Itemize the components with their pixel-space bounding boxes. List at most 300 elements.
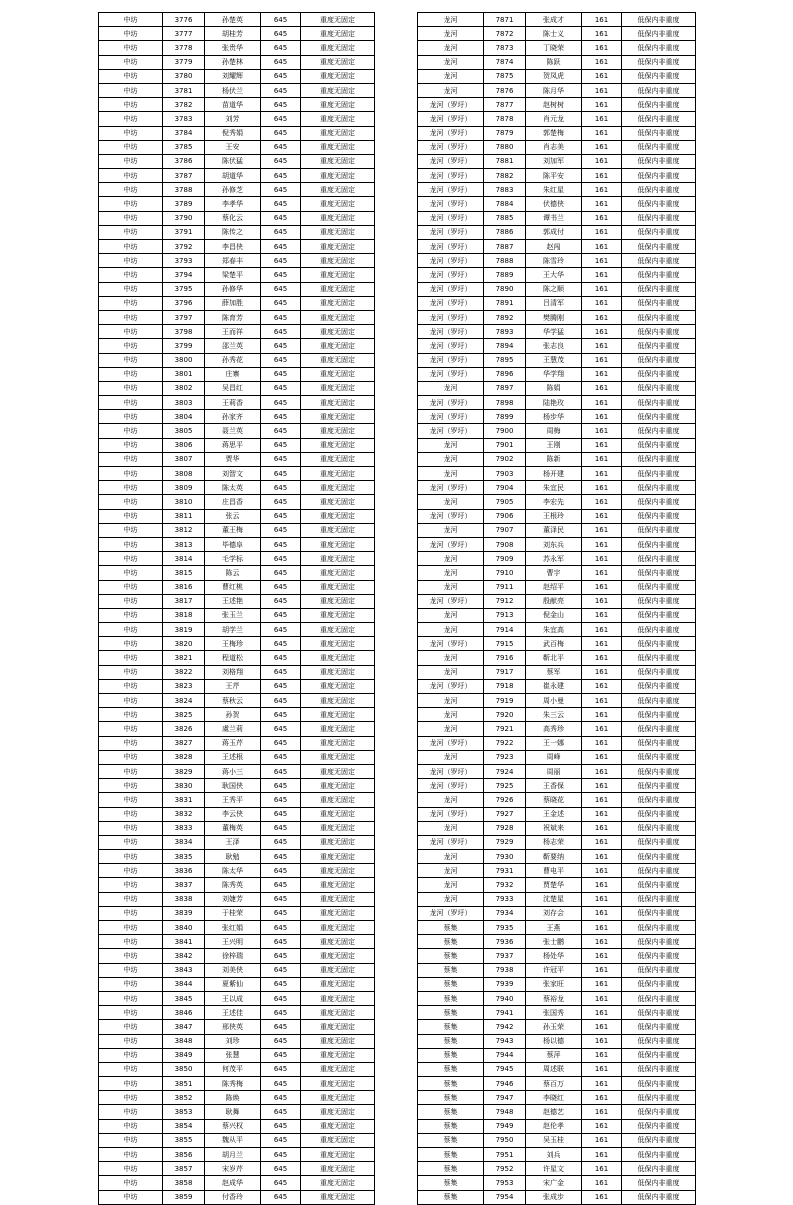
region-cell: 龙河 (418, 708, 484, 722)
amount-cell: 161 (582, 708, 622, 722)
name-cell: 沈楚星 (526, 892, 582, 906)
name-cell: 郑春丰 (205, 254, 261, 268)
category-cell: 低保内非重度 (622, 83, 696, 97)
region-cell: 中坊 (99, 13, 163, 27)
name-cell: 陆艳玫 (526, 396, 582, 410)
amount-cell: 161 (582, 694, 622, 708)
name-cell: 徐梓瑞 (205, 949, 261, 963)
table-row (99, 1148, 375, 1162)
name-cell: 贺凤虎 (526, 69, 582, 83)
table-row (99, 623, 375, 637)
amount-cell: 645 (261, 850, 301, 864)
region-cell: 中坊 (99, 55, 163, 69)
table-row (99, 183, 375, 197)
table-row (99, 467, 375, 481)
name-cell: 李云侠 (205, 807, 261, 821)
amount-cell: 645 (261, 963, 301, 977)
name-cell: 周峰 (526, 750, 582, 764)
amount-cell: 645 (261, 764, 301, 778)
category-cell: 低保内非重度 (622, 1034, 696, 1048)
region-cell: 龙河（罗圩） (418, 126, 484, 140)
amount-cell: 645 (261, 864, 301, 878)
table-row (418, 637, 696, 651)
table-row (99, 949, 375, 963)
table-row (99, 679, 375, 693)
region-cell: 中坊 (99, 1133, 163, 1147)
id-cell: 7874 (484, 55, 526, 69)
region-cell: 中坊 (99, 637, 163, 651)
id-cell: 3822 (163, 665, 205, 679)
table-row (99, 225, 375, 239)
amount-cell: 645 (261, 736, 301, 750)
name-cell: 刘美侠 (205, 963, 261, 977)
table-row (418, 835, 696, 849)
amount-cell: 161 (582, 69, 622, 83)
id-cell: 3815 (163, 566, 205, 580)
amount-cell: 161 (582, 949, 622, 963)
name-cell: 王芹 (205, 679, 261, 693)
table-row (418, 13, 696, 27)
table-row (418, 949, 696, 963)
id-cell: 3781 (163, 83, 205, 97)
category-cell: 重度无固定 (301, 651, 375, 665)
amount-cell: 645 (261, 254, 301, 268)
table-row (418, 722, 696, 736)
id-cell: 3848 (163, 1034, 205, 1048)
name-cell: 梁楚平 (205, 268, 261, 282)
category-cell: 低保内非重度 (622, 268, 696, 282)
table-row (418, 623, 696, 637)
category-cell: 重度无固定 (301, 452, 375, 466)
id-cell: 7952 (484, 1162, 526, 1176)
category-cell: 低保内非重度 (622, 566, 696, 580)
amount-cell: 645 (261, 566, 301, 580)
category-cell: 重度无固定 (301, 1062, 375, 1076)
region-cell: 中坊 (99, 367, 163, 381)
amount-cell: 645 (261, 935, 301, 949)
table-row (99, 864, 375, 878)
id-cell: 7905 (484, 495, 526, 509)
table-row (418, 1119, 696, 1133)
amount-cell: 161 (582, 353, 622, 367)
name-cell: 蔡萍 (526, 1048, 582, 1062)
category-cell: 重度无固定 (301, 1133, 375, 1147)
table-row (99, 495, 375, 509)
table-row (99, 892, 375, 906)
id-cell: 3852 (163, 1091, 205, 1105)
category-cell: 低保内非重度 (622, 1020, 696, 1034)
region-cell: 中坊 (99, 98, 163, 112)
amount-cell: 161 (582, 381, 622, 395)
amount-cell: 161 (582, 637, 622, 651)
region-cell: 龙河 (418, 523, 484, 537)
amount-cell: 645 (261, 807, 301, 821)
amount-cell: 645 (261, 1062, 301, 1076)
amount-cell: 161 (582, 566, 622, 580)
table-row (99, 537, 375, 551)
name-cell: 王泽 (205, 835, 261, 849)
name-cell: 朱宜民 (526, 481, 582, 495)
id-cell: 3817 (163, 594, 205, 608)
region-cell: 中坊 (99, 1020, 163, 1034)
category-cell: 低保内非重度 (622, 694, 696, 708)
region-cell: 中坊 (99, 764, 163, 778)
amount-cell: 161 (582, 183, 622, 197)
region-cell: 中坊 (99, 878, 163, 892)
id-cell: 3814 (163, 552, 205, 566)
id-cell: 7907 (484, 523, 526, 537)
amount-cell: 645 (261, 708, 301, 722)
region-cell: 蔡集 (418, 963, 484, 977)
category-cell: 重度无固定 (301, 325, 375, 339)
category-cell: 低保内非重度 (622, 481, 696, 495)
name-cell: 耿勉 (205, 850, 261, 864)
amount-cell: 645 (261, 750, 301, 764)
name-cell: 虞兰莉 (205, 722, 261, 736)
table-row (418, 608, 696, 622)
table-row (99, 367, 375, 381)
name-cell: 程道松 (205, 651, 261, 665)
amount-cell: 161 (582, 211, 622, 225)
category-cell: 低保内非重度 (622, 27, 696, 41)
region-cell: 蔡集 (418, 921, 484, 935)
category-cell: 低保内非重度 (622, 537, 696, 551)
name-cell: 刘珍 (205, 1034, 261, 1048)
region-cell: 中坊 (99, 169, 163, 183)
id-cell: 7885 (484, 211, 526, 225)
amount-cell: 645 (261, 921, 301, 935)
name-cell: 陈雪玲 (526, 254, 582, 268)
table-row (418, 424, 696, 438)
category-cell: 重度无固定 (301, 963, 375, 977)
category-cell: 低保内非重度 (622, 1119, 696, 1133)
table-row (99, 240, 375, 254)
region-cell: 中坊 (99, 1190, 163, 1204)
region-cell: 龙河 (418, 821, 484, 835)
table-row (418, 197, 696, 211)
region-cell: 蔡集 (418, 1048, 484, 1062)
name-cell: 刘婕芳 (205, 892, 261, 906)
name-cell: 张云 (205, 509, 261, 523)
category-cell: 低保内非重度 (622, 608, 696, 622)
category-cell: 低保内非重度 (622, 424, 696, 438)
amount-cell: 161 (582, 921, 622, 935)
id-cell: 3808 (163, 467, 205, 481)
name-cell: 何茂平 (205, 1062, 261, 1076)
category-cell: 低保内非重度 (622, 154, 696, 168)
category-cell: 重度无固定 (301, 197, 375, 211)
region-cell: 中坊 (99, 935, 163, 949)
table-row (418, 935, 696, 949)
amount-cell: 645 (261, 1020, 301, 1034)
table-row (99, 69, 375, 83)
name-cell: 丁晓荣 (526, 41, 582, 55)
name-cell: 张玉兰 (205, 608, 261, 622)
region-cell: 龙河 (418, 694, 484, 708)
region-cell: 中坊 (99, 27, 163, 41)
table-row (418, 594, 696, 608)
id-cell: 7892 (484, 310, 526, 324)
id-cell: 3836 (163, 864, 205, 878)
amount-cell: 645 (261, 1006, 301, 1020)
id-cell: 7909 (484, 552, 526, 566)
table-row (418, 452, 696, 466)
amount-cell: 161 (582, 736, 622, 750)
region-cell: 中坊 (99, 410, 163, 424)
category-cell: 重度无固定 (301, 183, 375, 197)
region-cell: 中坊 (99, 225, 163, 239)
table-row (418, 750, 696, 764)
category-cell: 重度无固定 (301, 977, 375, 991)
id-cell: 7919 (484, 694, 526, 708)
id-cell: 3813 (163, 537, 205, 551)
name-cell: 刘加军 (526, 154, 582, 168)
region-cell: 龙河 (418, 566, 484, 580)
id-cell: 3797 (163, 310, 205, 324)
id-cell: 7886 (484, 225, 526, 239)
name-cell: 魏从平 (205, 1133, 261, 1147)
category-cell: 重度无固定 (301, 27, 375, 41)
id-cell: 3804 (163, 410, 205, 424)
id-cell: 3846 (163, 1006, 205, 1020)
category-cell: 低保内非重度 (622, 850, 696, 864)
table-row (99, 1119, 375, 1133)
name-cell: 樊腾刚 (526, 310, 582, 324)
amount-cell: 161 (582, 481, 622, 495)
region-cell: 龙河 (418, 665, 484, 679)
amount-cell: 645 (261, 1190, 301, 1204)
category-cell: 低保内非重度 (622, 1048, 696, 1062)
name-cell: 武百梅 (526, 637, 582, 651)
name-cell: 曹红桃 (205, 580, 261, 594)
table-row (418, 1006, 696, 1020)
region-cell: 中坊 (99, 112, 163, 126)
id-cell: 7920 (484, 708, 526, 722)
region-cell: 中坊 (99, 452, 163, 466)
name-cell: 陈焕 (205, 1091, 261, 1105)
name-cell: 崔永建 (526, 679, 582, 693)
name-cell: 张成步 (526, 1190, 582, 1204)
category-cell: 重度无固定 (301, 1162, 375, 1176)
amount-cell: 161 (582, 282, 622, 296)
id-cell: 7930 (484, 850, 526, 864)
region-cell: 龙河 (418, 27, 484, 41)
amount-cell: 161 (582, 55, 622, 69)
table-row (99, 736, 375, 750)
id-cell: 3810 (163, 495, 205, 509)
region-cell: 中坊 (99, 381, 163, 395)
id-cell: 3853 (163, 1105, 205, 1119)
category-cell: 低保内非重度 (622, 310, 696, 324)
name-cell: 董泽民 (526, 523, 582, 537)
category-cell: 重度无固定 (301, 921, 375, 935)
name-cell: 华学猛 (526, 325, 582, 339)
category-cell: 重度无固定 (301, 367, 375, 381)
amount-cell: 161 (582, 623, 622, 637)
category-cell: 重度无固定 (301, 424, 375, 438)
name-cell: 陈太华 (205, 864, 261, 878)
region-cell: 蔡集 (418, 991, 484, 1005)
name-cell: 高秀珍 (526, 722, 582, 736)
region-cell: 中坊 (99, 552, 163, 566)
category-cell: 低保内非重度 (622, 325, 696, 339)
id-cell: 7932 (484, 878, 526, 892)
category-cell: 低保内非重度 (622, 438, 696, 452)
name-cell: 张红娟 (205, 921, 261, 935)
name-cell: 张士鹏 (526, 935, 582, 949)
amount-cell: 161 (582, 665, 622, 679)
id-cell: 3801 (163, 367, 205, 381)
id-cell: 7935 (484, 921, 526, 935)
amount-cell: 161 (582, 140, 622, 154)
id-cell: 7890 (484, 282, 526, 296)
amount-cell: 645 (261, 1133, 301, 1147)
table-row (418, 112, 696, 126)
category-cell: 重度无固定 (301, 154, 375, 168)
region-cell: 中坊 (99, 240, 163, 254)
table-row (99, 665, 375, 679)
id-cell: 3856 (163, 1148, 205, 1162)
amount-cell: 645 (261, 467, 301, 481)
id-cell: 3777 (163, 27, 205, 41)
id-cell: 3803 (163, 396, 205, 410)
id-cell: 7914 (484, 623, 526, 637)
table-row (99, 169, 375, 183)
table-row (99, 353, 375, 367)
name-cell: 蔡军 (526, 665, 582, 679)
id-cell: 7946 (484, 1077, 526, 1091)
name-cell: 华学翔 (526, 367, 582, 381)
category-cell: 重度无固定 (301, 949, 375, 963)
table-row (99, 580, 375, 594)
right-table-body (418, 13, 696, 1205)
name-cell: 周梅 (526, 424, 582, 438)
amount-cell: 161 (582, 438, 622, 452)
id-cell: 7878 (484, 112, 526, 126)
category-cell: 低保内非重度 (622, 381, 696, 395)
amount-cell: 161 (582, 764, 622, 778)
region-cell: 蔡集 (418, 1077, 484, 1091)
name-cell: 赵树树 (526, 98, 582, 112)
category-cell: 重度无固定 (301, 864, 375, 878)
amount-cell: 161 (582, 1062, 622, 1076)
category-cell: 重度无固定 (301, 623, 375, 637)
table-row (418, 991, 696, 1005)
id-cell: 3786 (163, 154, 205, 168)
category-cell: 重度无固定 (301, 1105, 375, 1119)
region-cell: 龙河（罗圩） (418, 410, 484, 424)
name-cell: 王香保 (526, 779, 582, 793)
amount-cell: 161 (582, 1077, 622, 1091)
table-row (418, 282, 696, 296)
name-cell: 蒋思平 (205, 438, 261, 452)
category-cell: 低保内非重度 (622, 779, 696, 793)
table-row (418, 339, 696, 353)
region-cell: 中坊 (99, 254, 163, 268)
region-cell: 龙河（罗圩） (418, 807, 484, 821)
category-cell: 重度无固定 (301, 523, 375, 537)
id-cell: 3782 (163, 98, 205, 112)
name-cell: 宋广金 (526, 1176, 582, 1190)
amount-cell: 645 (261, 310, 301, 324)
table-row (99, 793, 375, 807)
id-cell: 7901 (484, 438, 526, 452)
amount-cell: 161 (582, 339, 622, 353)
region-cell: 中坊 (99, 1006, 163, 1020)
amount-cell: 645 (261, 225, 301, 239)
category-cell: 低保内非重度 (622, 211, 696, 225)
table-row (99, 126, 375, 140)
name-cell: 陈云 (205, 566, 261, 580)
category-cell: 低保内非重度 (622, 296, 696, 310)
name-cell: 曹宇 (526, 566, 582, 580)
category-cell: 重度无固定 (301, 225, 375, 239)
category-cell: 重度无固定 (301, 481, 375, 495)
region-cell: 中坊 (99, 154, 163, 168)
table-row (99, 83, 375, 97)
region-cell: 龙河 (418, 608, 484, 622)
table-row (418, 98, 696, 112)
table-row (99, 552, 375, 566)
table-row (418, 140, 696, 154)
name-cell: 孙修芝 (205, 183, 261, 197)
table-row (99, 339, 375, 353)
region-cell: 中坊 (99, 1091, 163, 1105)
region-cell: 中坊 (99, 892, 163, 906)
table-row (99, 381, 375, 395)
name-cell: 刘兵 (526, 1148, 582, 1162)
region-cell: 蔡集 (418, 1119, 484, 1133)
left-table-body (99, 13, 375, 1205)
name-cell: 胡学兰 (205, 623, 261, 637)
region-cell: 龙河（罗圩） (418, 296, 484, 310)
table-row (418, 69, 696, 83)
id-cell: 3778 (163, 41, 205, 55)
category-cell: 低保内非重度 (622, 495, 696, 509)
category-cell: 重度无固定 (301, 69, 375, 83)
region-cell: 龙河 (418, 580, 484, 594)
id-cell: 3841 (163, 935, 205, 949)
amount-cell: 161 (582, 580, 622, 594)
table-row (418, 154, 696, 168)
region-cell: 中坊 (99, 608, 163, 622)
name-cell: 庄寨 (205, 367, 261, 381)
id-cell: 3776 (163, 13, 205, 27)
category-cell: 重度无固定 (301, 268, 375, 282)
amount-cell: 645 (261, 991, 301, 1005)
amount-cell: 161 (582, 779, 622, 793)
region-cell: 中坊 (99, 495, 163, 509)
name-cell: 李孝华 (205, 197, 261, 211)
name-cell: 孙楚英 (205, 13, 261, 27)
table-row (99, 694, 375, 708)
amount-cell: 161 (582, 268, 622, 282)
name-cell: 毛学标 (205, 552, 261, 566)
id-cell: 3800 (163, 353, 205, 367)
region-cell: 龙河（罗圩） (418, 183, 484, 197)
table-row (99, 325, 375, 339)
region-cell: 中坊 (99, 1034, 163, 1048)
id-cell: 3829 (163, 764, 205, 778)
name-cell: 王述艳 (205, 594, 261, 608)
name-cell: 吴玉桂 (526, 1133, 582, 1147)
amount-cell: 161 (582, 154, 622, 168)
table-row (99, 410, 375, 424)
amount-cell: 645 (261, 651, 301, 665)
id-cell: 3807 (163, 452, 205, 466)
id-cell: 3855 (163, 1133, 205, 1147)
region-cell: 中坊 (99, 977, 163, 991)
